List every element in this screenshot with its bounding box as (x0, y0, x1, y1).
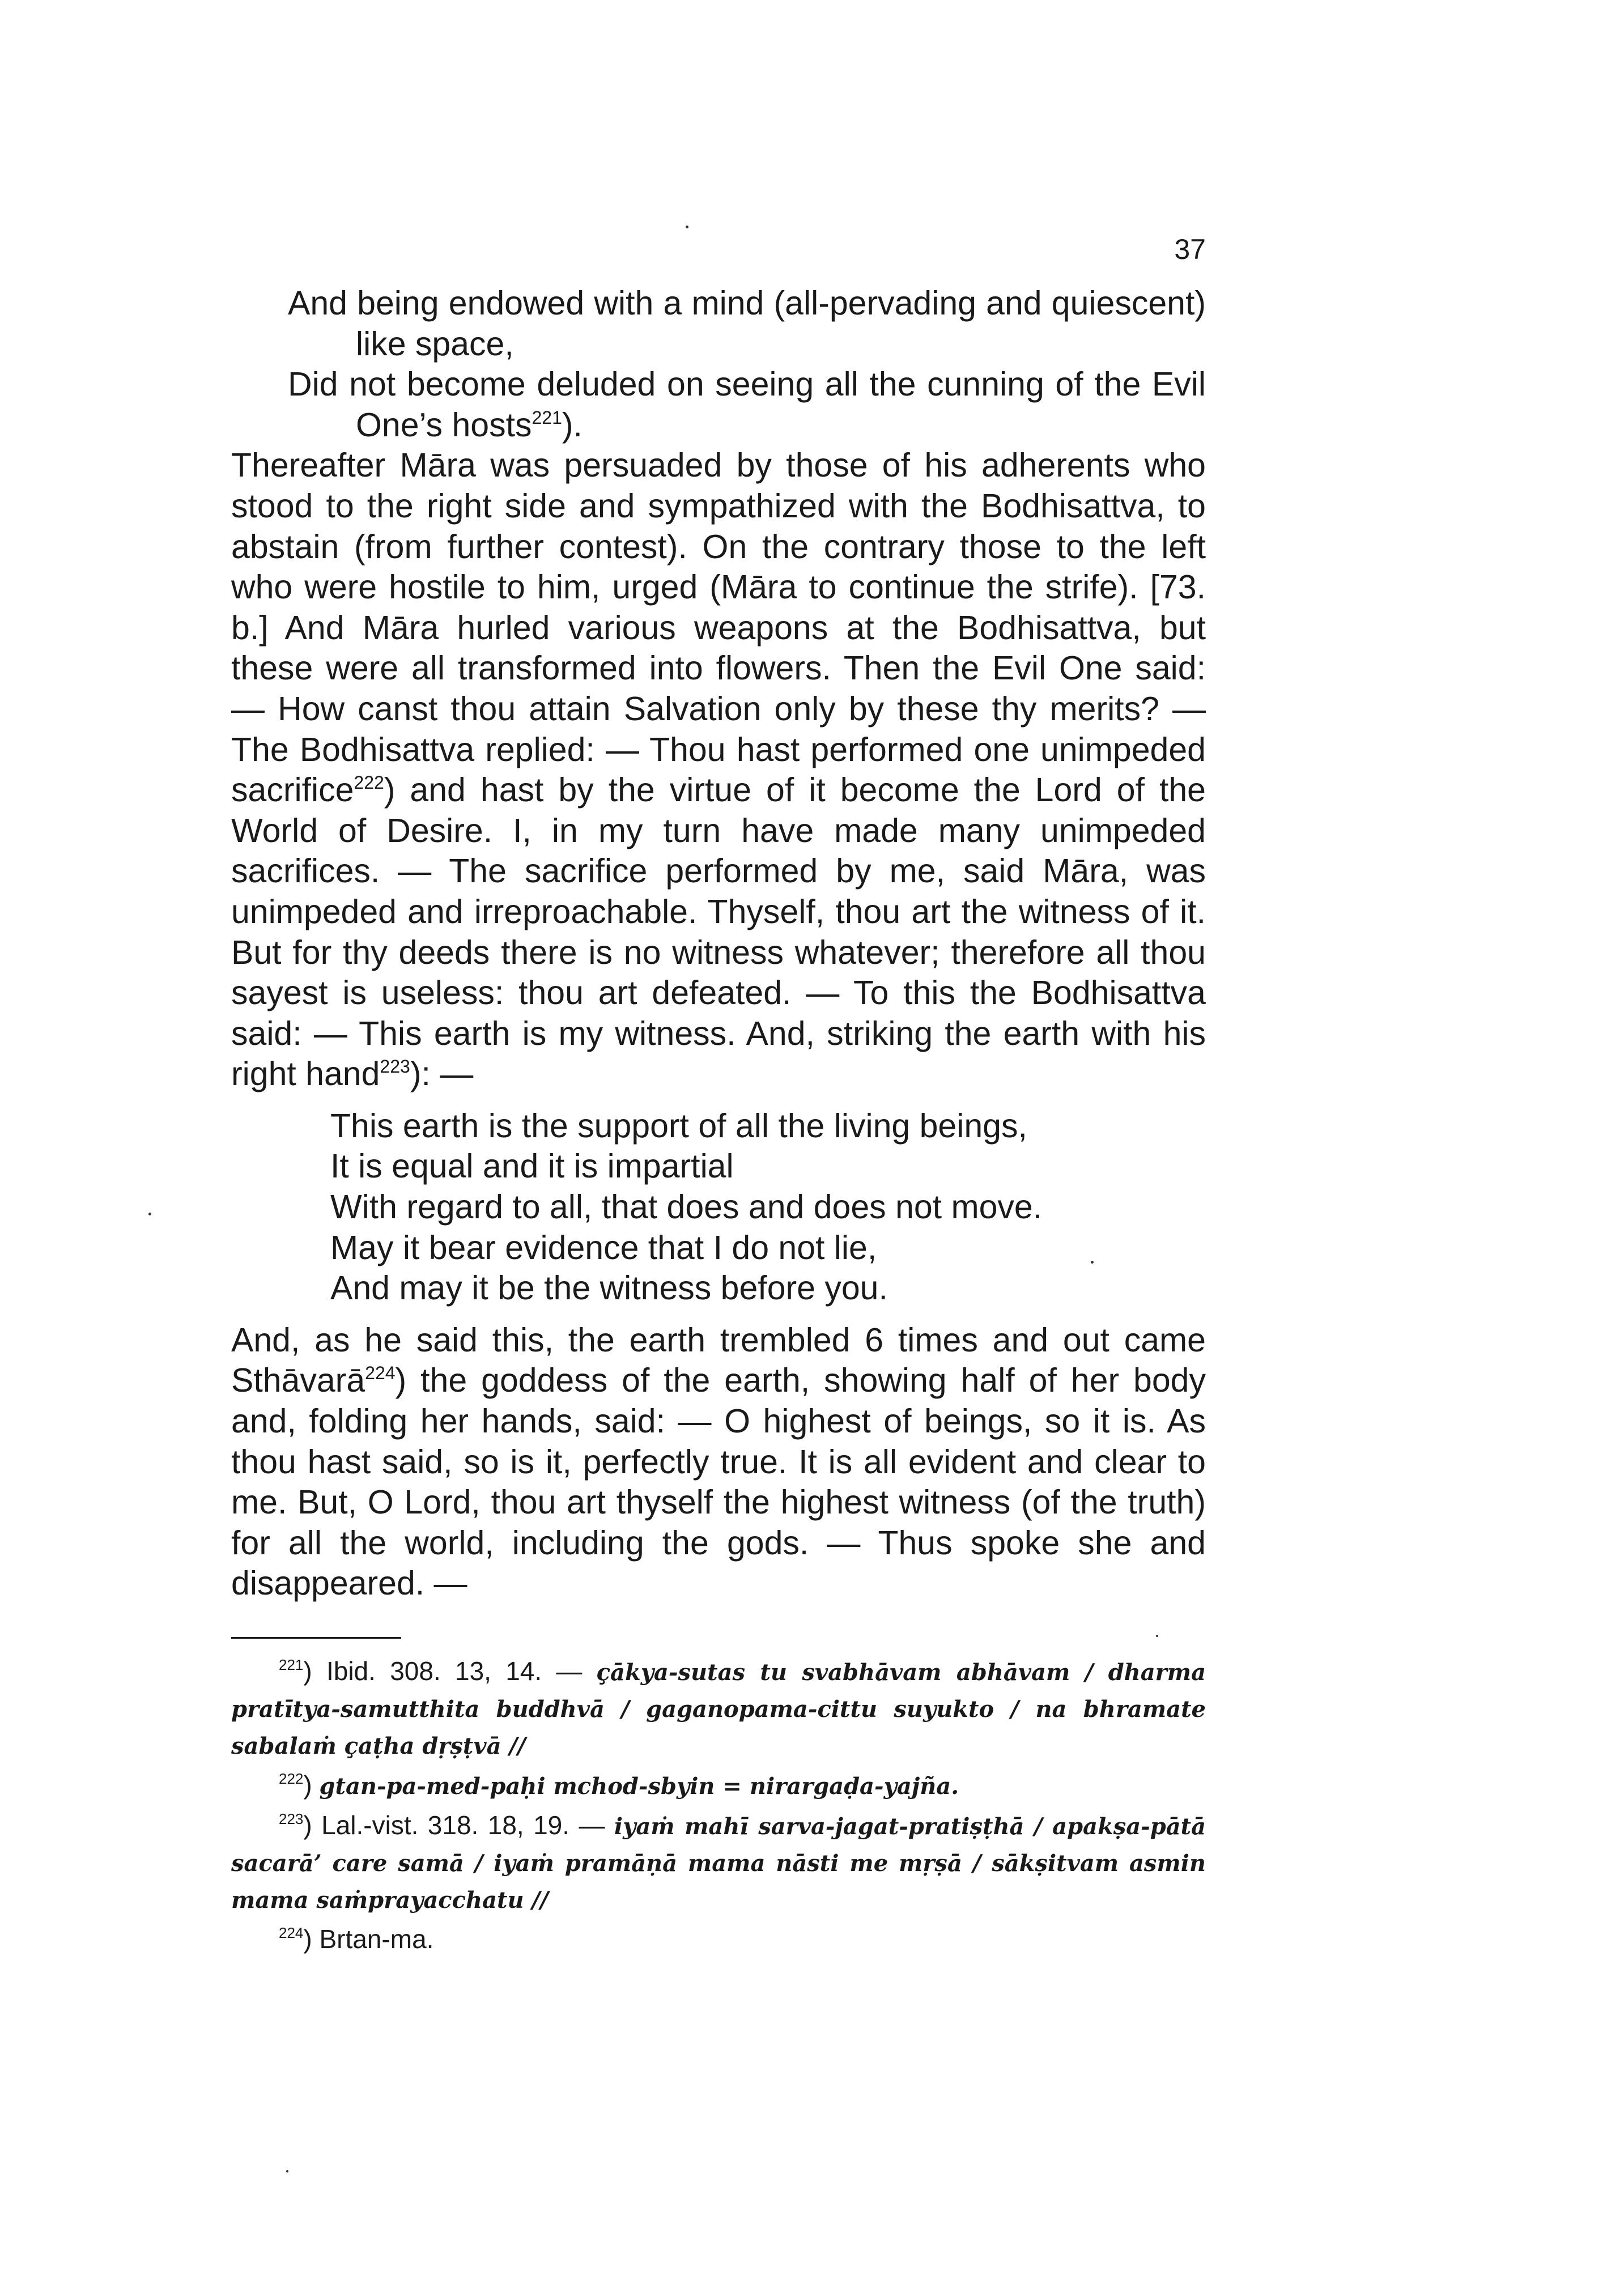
footnote-ref: 224 (365, 1363, 396, 1384)
verse-line: It is equal and it is impartial (330, 1147, 734, 1185)
footnote-reference: ) (303, 1770, 320, 1800)
scan-speck (1091, 1261, 1094, 1264)
verse-line: And may it be the witness before you. (330, 1269, 888, 1307)
page-number: 37 (1174, 233, 1206, 265)
footnote-224 (231, 1921, 1206, 1958)
paragraph-text: And, as he said this, the earth trembled 6 times and out came Sthāvarā (231, 1321, 1206, 1400)
verse-line-text: Did not become deluded on seeing all the cunning of the Evil One’s hosts (288, 365, 1206, 444)
footnote-number: 224 (279, 1924, 304, 1941)
verse-block-1 (231, 283, 1206, 445)
verse-line: With regard to all, that does and does not move. (330, 1188, 1043, 1226)
footnote-number: 223 (279, 1810, 304, 1827)
scan-speck (148, 1213, 151, 1215)
paragraph-1 (231, 445, 1206, 1095)
footnote-tibetan: gtan-pa-med-paḥi mchod-sbyin = nirargaḍa-yajña. (319, 1773, 959, 1800)
footnote-ref: 223 (380, 1056, 410, 1077)
verse-block-2 (231, 1106, 1206, 1309)
footnote-ref: 222 (354, 772, 384, 793)
footnote-223 (231, 1808, 1206, 1918)
verse-line-text: And being endowed with a mind (all-pervading and quiescent) like space, (288, 284, 1206, 363)
verse-line (288, 364, 1206, 445)
paragraph-text: ) the goddess of the earth, showing half of her body and, folding her hands, said: — O highest of beings, so it is. As thou hast said, so is it, perfectly true. It is all evident and clear to me. But, O Lord, thou art thyself the highest witness (of the truth) for all the world, including the gods. — Thus spoke she and disappeared. — (231, 1362, 1206, 1602)
paragraph-text: ) and hast by the virtue of it become the Lord of the World of Desire. I, in my turn have made many unimpeded sacrifices. — The sacrifice performed by me, said Māra, was unimpeded and irreproachable. Thyself, thou art the witness of it. But for thy deeds there is no witness whatever; therefore all thou sayest is useless: thou art defeated. — To this the Bodhisattva said: — This earth is my witness. And, striking the earth with his right hand (231, 771, 1206, 1093)
paragraph-text: Thereafter Māra was persuaded by those of his adherents who stood to the right side and sympathized with the Bodhisattva, to abstain (from further contest). On the contrary those to the left who were hostile to him, urged (Māra to continue the strife). [73. b.] And Māra hurled various weapons at the Bodhisattva, but these were all transformed into flowers. Then the Evil One said: — How canst thou attain Salvation only by these thy merits? — The Bodhisattva replied: — Thou hast performed one unimpeded sacrifice (231, 447, 1206, 809)
footnote-sanskrit: çākya-sutas tu svabhāvam abhāvam / dharma pratītya-samutthita buddhvā / gaganopama-cittu suyukto / na bhramate sabalaṁ çaṭha dṛṣṭvā // (231, 1659, 1206, 1759)
scan-speck (1156, 1635, 1158, 1637)
footnote-reference: ) Ibid. 308. 13, 14. — (303, 1656, 597, 1686)
scan-speck (686, 226, 688, 228)
footnote-reference: ) Lal.-vist. 318. 18, 19. — (303, 1810, 614, 1840)
footnote-number: 222 (279, 1770, 304, 1787)
verse-line: May it bear evidence that I do not lie, (330, 1228, 877, 1266)
verse-line-tail: ). (562, 406, 583, 444)
footnote-reference: ) Brtan-ma. (303, 1924, 434, 1954)
verse-line: This earth is the support of all the living beings, (330, 1107, 1027, 1145)
footnote-222 (231, 1767, 1206, 1804)
footnote-ref: 221 (532, 407, 562, 428)
footnote-sanskrit: iyaṁ mahī sarva-jagat-pratiṣṭhā / apakṣa-pātā sacarā’ care samā / iyaṁ pramāṇā mama nāsti me mṛṣā / sākṣitvam asmin mama saṁprayacchatu // (231, 1813, 1206, 1914)
paragraph-text: ): — (410, 1055, 474, 1093)
paragraph-2 (231, 1320, 1206, 1604)
footnote-number: 221 (279, 1656, 304, 1673)
scan-speck (286, 2170, 288, 2172)
footnotes (231, 1653, 1206, 1958)
verse-line (288, 283, 1206, 364)
page-body (231, 283, 1206, 1962)
footnote-divider (231, 1637, 401, 1639)
footnote-221 (231, 1653, 1206, 1764)
